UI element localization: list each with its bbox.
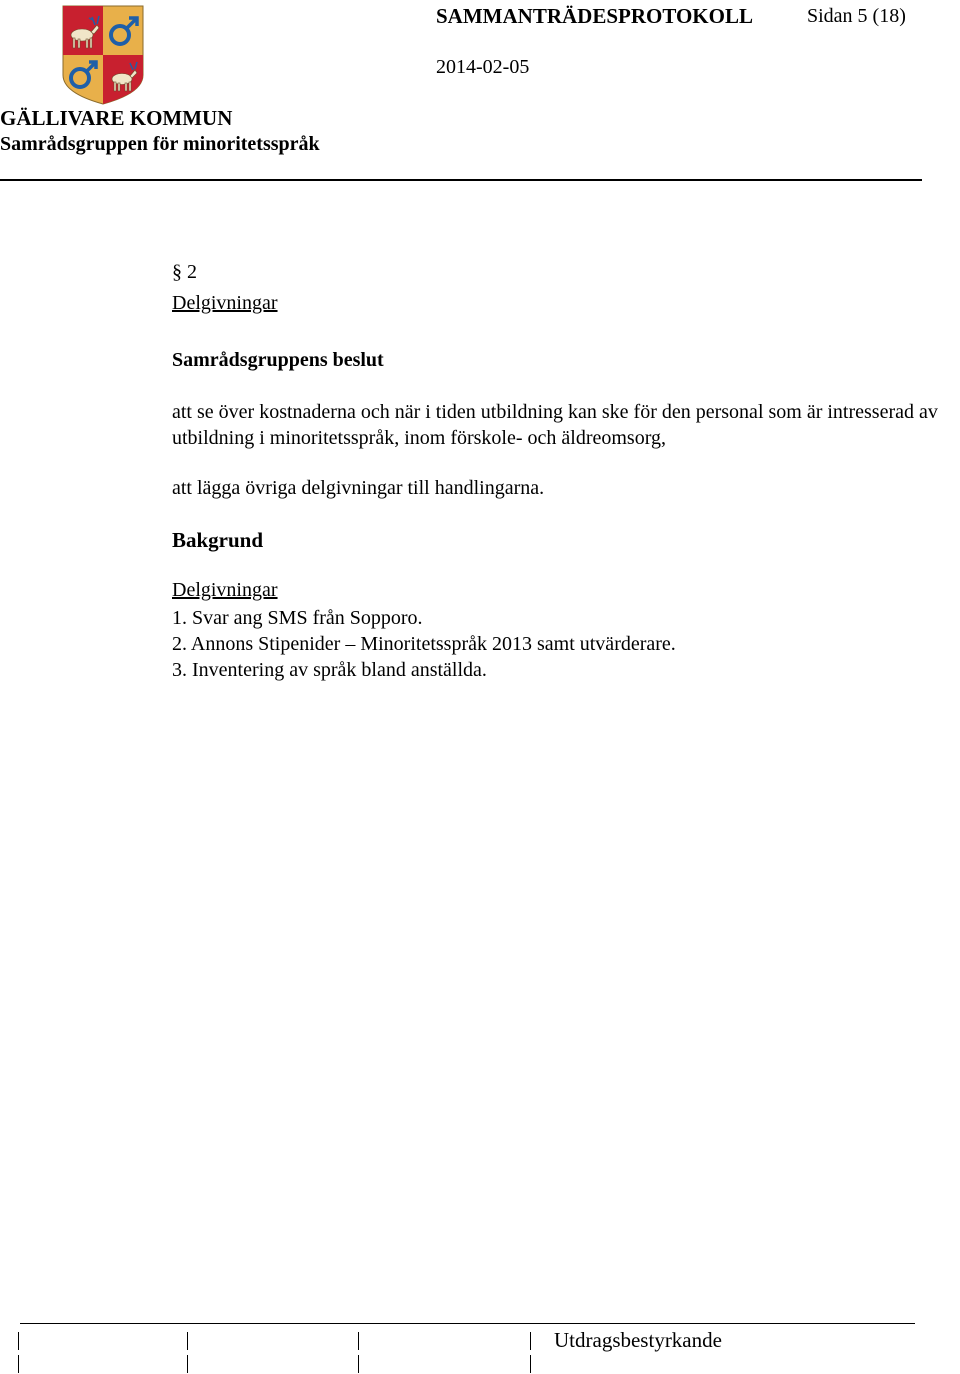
signature-field-separator	[358, 1332, 359, 1350]
organization-name: GÄLLIVARE KOMMUN	[0, 106, 233, 130]
municipal-crest-icon	[62, 5, 144, 105]
signature-field-separator	[187, 1355, 188, 1373]
notifications-list	[172, 605, 676, 683]
list-item: 1. Svar ang SMS från Sopporo.	[172, 607, 423, 629]
signature-field-separator	[18, 1332, 19, 1350]
footer-divider	[20, 1323, 915, 1324]
signature-field-separator	[358, 1355, 359, 1373]
decision-heading: Samrådsgruppens beslut	[172, 349, 384, 371]
decision-paragraph: att se över kostnaderna och när i tiden utbildning kan ske för den personal som är intresserad av utbildning i minoritetsspråk, inom förskole- och äldreomsorg,	[172, 401, 938, 449]
signature-field-separator	[530, 1332, 531, 1350]
background-heading: Bakgrund	[172, 528, 264, 552]
decision-paragraph: att lägga övriga delgivningar till handlingarna.	[172, 477, 545, 499]
signature-field-separator	[187, 1332, 188, 1350]
document-type: SAMMANTRÄDESPROTOKOLL	[436, 4, 753, 28]
organization-unit: Samrådsgruppen för minoritetsspråk	[0, 133, 320, 155]
notifications-list-title: Delgivningar	[172, 579, 278, 601]
list-item: 3. Inventering av språk bland anställda.	[172, 659, 487, 681]
page-number: Sidan 5 (18)	[807, 5, 906, 27]
signature-field-separator	[530, 1355, 531, 1373]
certification-label: Utdragsbestyrkande	[554, 1328, 722, 1352]
signature-field-separator	[18, 1355, 19, 1373]
list-item: 2. Annons Stipenider – Minoritetsspråk 2013 samt utvärderare.	[172, 633, 676, 655]
section-number: § 2	[172, 261, 197, 283]
section-title: Delgivningar	[172, 292, 278, 314]
meeting-date: 2014-02-05	[436, 56, 530, 78]
header-divider	[0, 179, 922, 181]
